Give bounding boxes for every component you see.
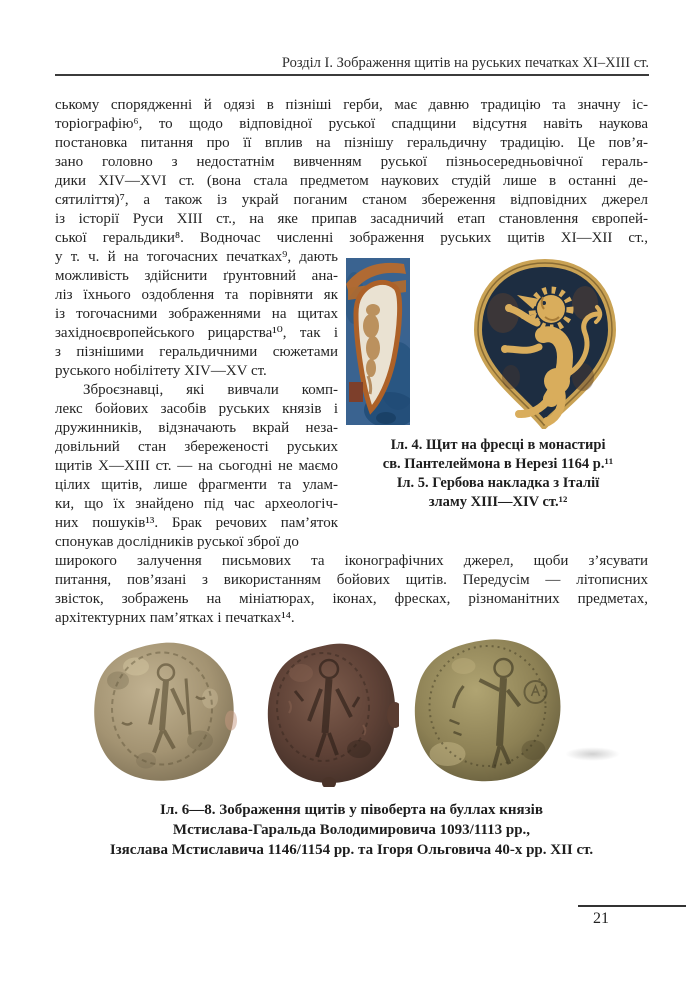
body-text-line: лекс бойових засобів руських князів і: [55, 401, 338, 417]
body-text-line: сятиліття)⁷, а також із украй поганим станом збереження відповідних джерел: [55, 192, 648, 208]
header-rule: [55, 74, 649, 76]
body-text-line: дики XIV—XVI ст. (вона стала предметом наукових студій лише в останні де-: [55, 173, 648, 189]
body-text-line: цілих щитів, лише фрагменти та улам-: [55, 477, 338, 493]
caption-line: Іл. 4. Щит на фресці в монастирі: [390, 437, 606, 453]
body-text-line: можливість здійснити ґрунтовний ана-: [55, 268, 338, 284]
body-text-line: звісток, зображень на мініатюрах, іконах, фресках, різноманітних предметах,: [55, 591, 648, 607]
lead-seal-image-2: [259, 637, 399, 787]
figure-6-8-caption: [55, 800, 648, 860]
seal-shadow: [565, 747, 620, 761]
body-text-line: питання, пов’язані з використанням бойових щитів. Передусім — літописних: [55, 572, 648, 588]
body-text-line: ліз їхнього оздоблення та порівняти як: [55, 287, 338, 303]
body-text-line: зано головно з недостатнім вивченням руської пізньосередньовічної гераль-: [55, 154, 648, 170]
body-text-line: з пізнішими геральдичними сюжетами: [55, 344, 338, 360]
footer-rule: [578, 905, 686, 907]
caption-line: Іл. 6—8. Зображення щитів у півоберта на буллах князів: [160, 802, 543, 818]
page-number: 21: [593, 910, 609, 927]
paragraph-2-narrow: [55, 381, 338, 533]
caption-line: Ізяслава Мстиславича 1146/1154 рр. та Ігоря Ольговича 40-х рр. XII ст.: [109, 842, 594, 858]
seal-photo-iziaslav: [259, 637, 399, 787]
body-text-line: західноєвропейського рицарства¹⁰, так і: [55, 325, 338, 341]
heraldic-badge-image: [465, 257, 625, 429]
body-text-line: у т. ч. й на тогочасних печатках⁹, дають: [55, 249, 338, 265]
running-header-chapter-title: Розділ І. Зображення щитів на руських печатках ХІ–ХІІІ ст.: [281, 55, 649, 71]
body-text-line: ської геральдики⁸. Водночас численні зображення руських щитів XI—XII ст.,: [55, 230, 648, 246]
paragraph-2-tail: [55, 533, 338, 552]
paragraph-1-narrow: [55, 248, 338, 381]
body-text-line: дружинників, відзначають вкрай неза-: [55, 420, 338, 436]
paragraph-1-full: [55, 96, 648, 248]
body-text-line: спонукав дослідників руської зброї до: [55, 534, 299, 550]
body-text-line: ському спорядженні й одязі в пізніші герби, має давню традицію та значну іс-: [55, 97, 648, 113]
heraldic-badge-photo: [465, 257, 625, 429]
paragraph-2-full: [55, 552, 648, 628]
fresco-shield-photo: [346, 258, 410, 425]
fresco-shield-image: [346, 258, 410, 425]
body-text-line: них пошуків¹³. Брак речових пам’яток: [55, 515, 338, 531]
body-text-line: торіографію⁶, то щодо відповідної руської спадщини відсутня навіть наукова: [55, 116, 648, 132]
seal-photo-mstyslav: [88, 638, 238, 785]
lead-seal-image-3: [407, 634, 568, 786]
caption-line: Мстислава-Гаральда Володимировича 1093/1113 рр.,: [172, 822, 531, 838]
body-text-line: широкого залучення письмових та іконографічних джерел, щоби з’ясувати: [55, 553, 648, 569]
caption-line: св. Пантелеймона в Нерезі 1164 р.¹¹: [382, 456, 614, 472]
body-text-line: із історії Руси XIII ст., на яке припав засадничий етап становлення європей-: [55, 211, 648, 227]
body-text-line: щитів X—XIII ст. — на сьогодні не маємо: [55, 458, 338, 474]
figure-4-caption: [338, 436, 658, 474]
body-text-line: архітектурних пам’ятках і печатках¹⁴.: [55, 610, 295, 626]
caption-line: Іл. 5. Гербова накладка з Італії: [396, 475, 600, 491]
lead-seal-image-1: [88, 638, 238, 785]
body-text-line: руського нобілітету XIV—XV ст.: [55, 363, 267, 379]
body-text-line: постановка питання про її вплив на пізнішу геральдичну традицію. Це пов’я-: [55, 135, 648, 151]
body-text-line: ки, що їх знайдено під час археологіч-: [55, 496, 338, 512]
body-text-line: довільний стан збереженості руських: [55, 439, 338, 455]
seal-photo-ihor: [407, 634, 568, 786]
figure-5-caption: [338, 474, 658, 512]
body-text-line: із тогочасними зображеннями на щитах: [55, 306, 338, 322]
body-text-line: Зброєзнавці, які вивчали комп-: [83, 382, 338, 398]
caption-line: зламу XIII—XIV ст.¹²: [428, 494, 568, 510]
